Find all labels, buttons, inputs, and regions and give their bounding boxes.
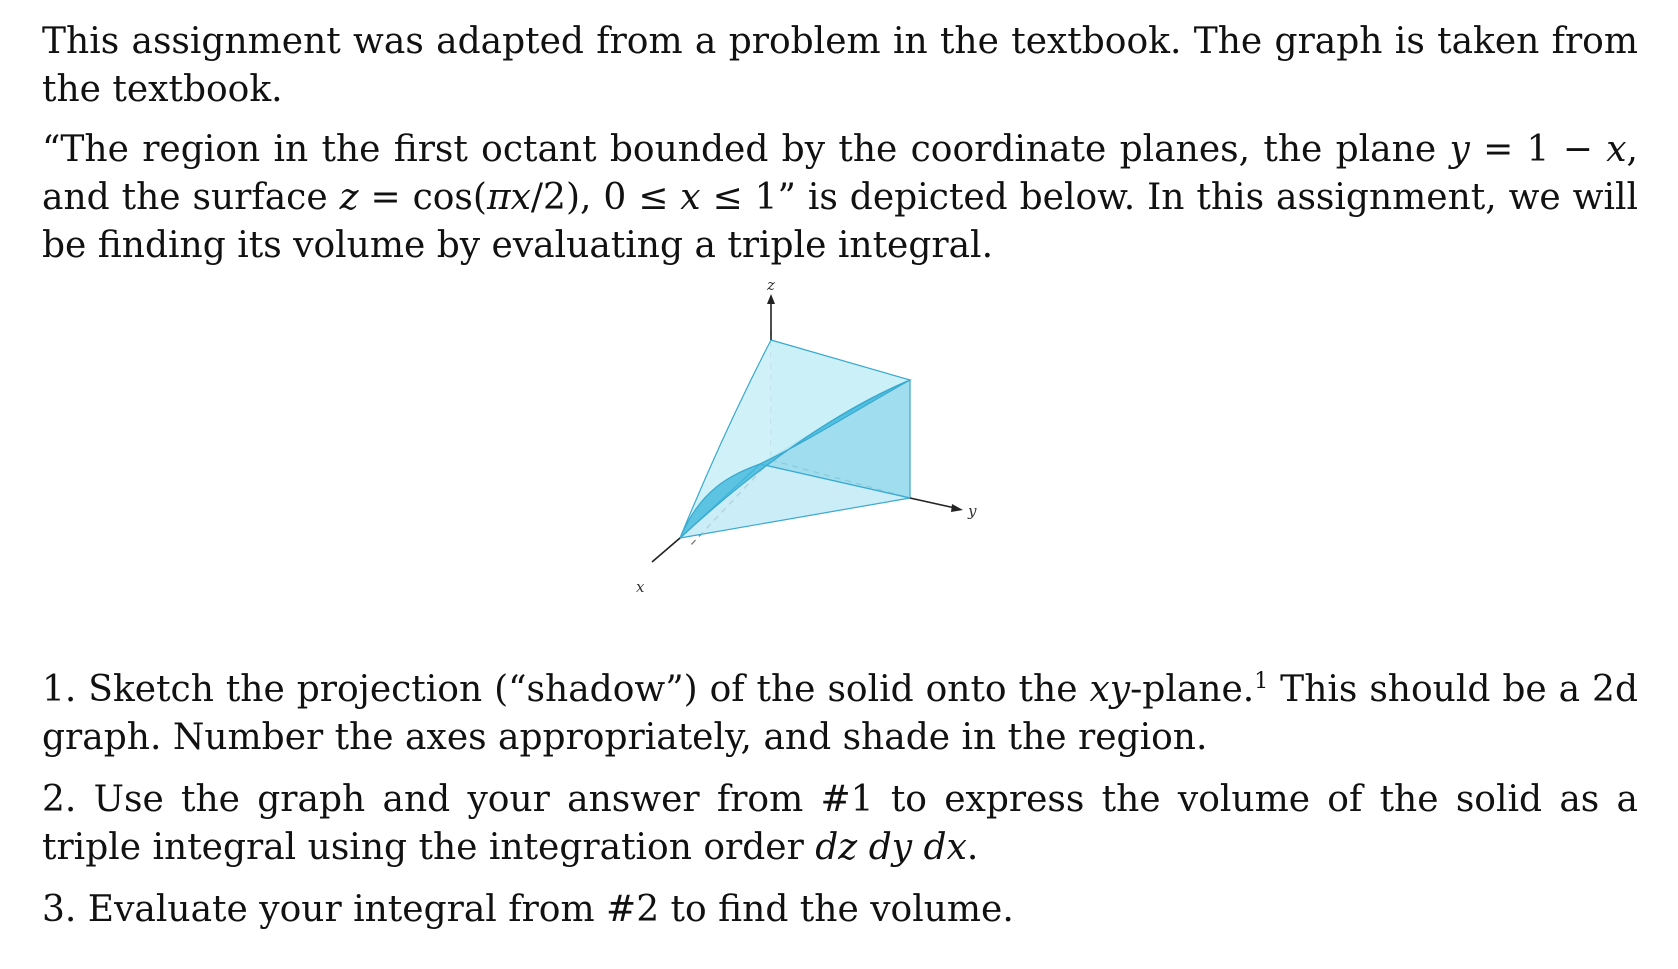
quote-eq-3: /2), 0 ≤	[530, 177, 681, 218]
quote-part-1: “The region in the first octant bounded by the coordinate planes, the plane	[42, 129, 1450, 170]
intro-paragraph	[42, 18, 1638, 114]
math-x: x	[1606, 129, 1627, 170]
question-2-text-a: 2. Use the graph and your answer from #1 to express the volume of the solid as a triple integral using the integration order	[42, 779, 1638, 868]
math-dz-dy-dx: dz dy dx	[815, 827, 967, 868]
intro-text: This assignment was adapted from a problem in the textbook. The graph is taken from the textbook.	[42, 21, 1638, 110]
question-1	[42, 666, 1638, 762]
math-y: y	[1449, 129, 1470, 170]
solid-figure	[636, 276, 1020, 630]
question-1-text-c: This should be a 2d graph. Number the axes appropriately, and shade in the region.	[42, 669, 1638, 758]
question-2-text-b: .	[966, 827, 979, 868]
y-axis-arrow	[951, 504, 963, 512]
problem-quote	[42, 126, 1638, 270]
math-x-2: x	[680, 177, 701, 218]
quote-part-2: , and the surface	[42, 129, 1638, 218]
question-2	[42, 776, 1638, 872]
quote-eq-4: ≤ 1” is depicted below. In this assignment, we will be finding its volume by evaluating a triple integral.	[42, 177, 1639, 266]
y-axis-label: y	[968, 502, 977, 520]
footnote-marker: 1	[1254, 669, 1269, 694]
document-body	[42, 18, 1638, 270]
y-axis	[910, 498, 955, 508]
question-3	[42, 886, 1638, 934]
question-1-text-a: 1. Sketch the projection (“shadow”) of the solid onto the	[42, 669, 1090, 710]
question-list	[42, 666, 1638, 934]
question-3-text: 3. Evaluate your integral from #2 to find the volume.	[42, 889, 1014, 930]
quote-eq-1: = 1 −	[1469, 129, 1607, 170]
math-z: z	[339, 177, 359, 218]
z-axis-arrow	[767, 294, 775, 304]
math-pi-x: πx	[486, 177, 531, 218]
x-axis-label: x	[636, 578, 645, 596]
question-1-text-b: -plane.	[1130, 669, 1255, 710]
solid-figure-svg	[636, 276, 1020, 630]
x-axis	[652, 538, 680, 562]
math-xy: xy	[1089, 669, 1131, 710]
quote-eq-2: = cos(	[358, 177, 487, 218]
z-axis-label: z	[767, 276, 775, 294]
